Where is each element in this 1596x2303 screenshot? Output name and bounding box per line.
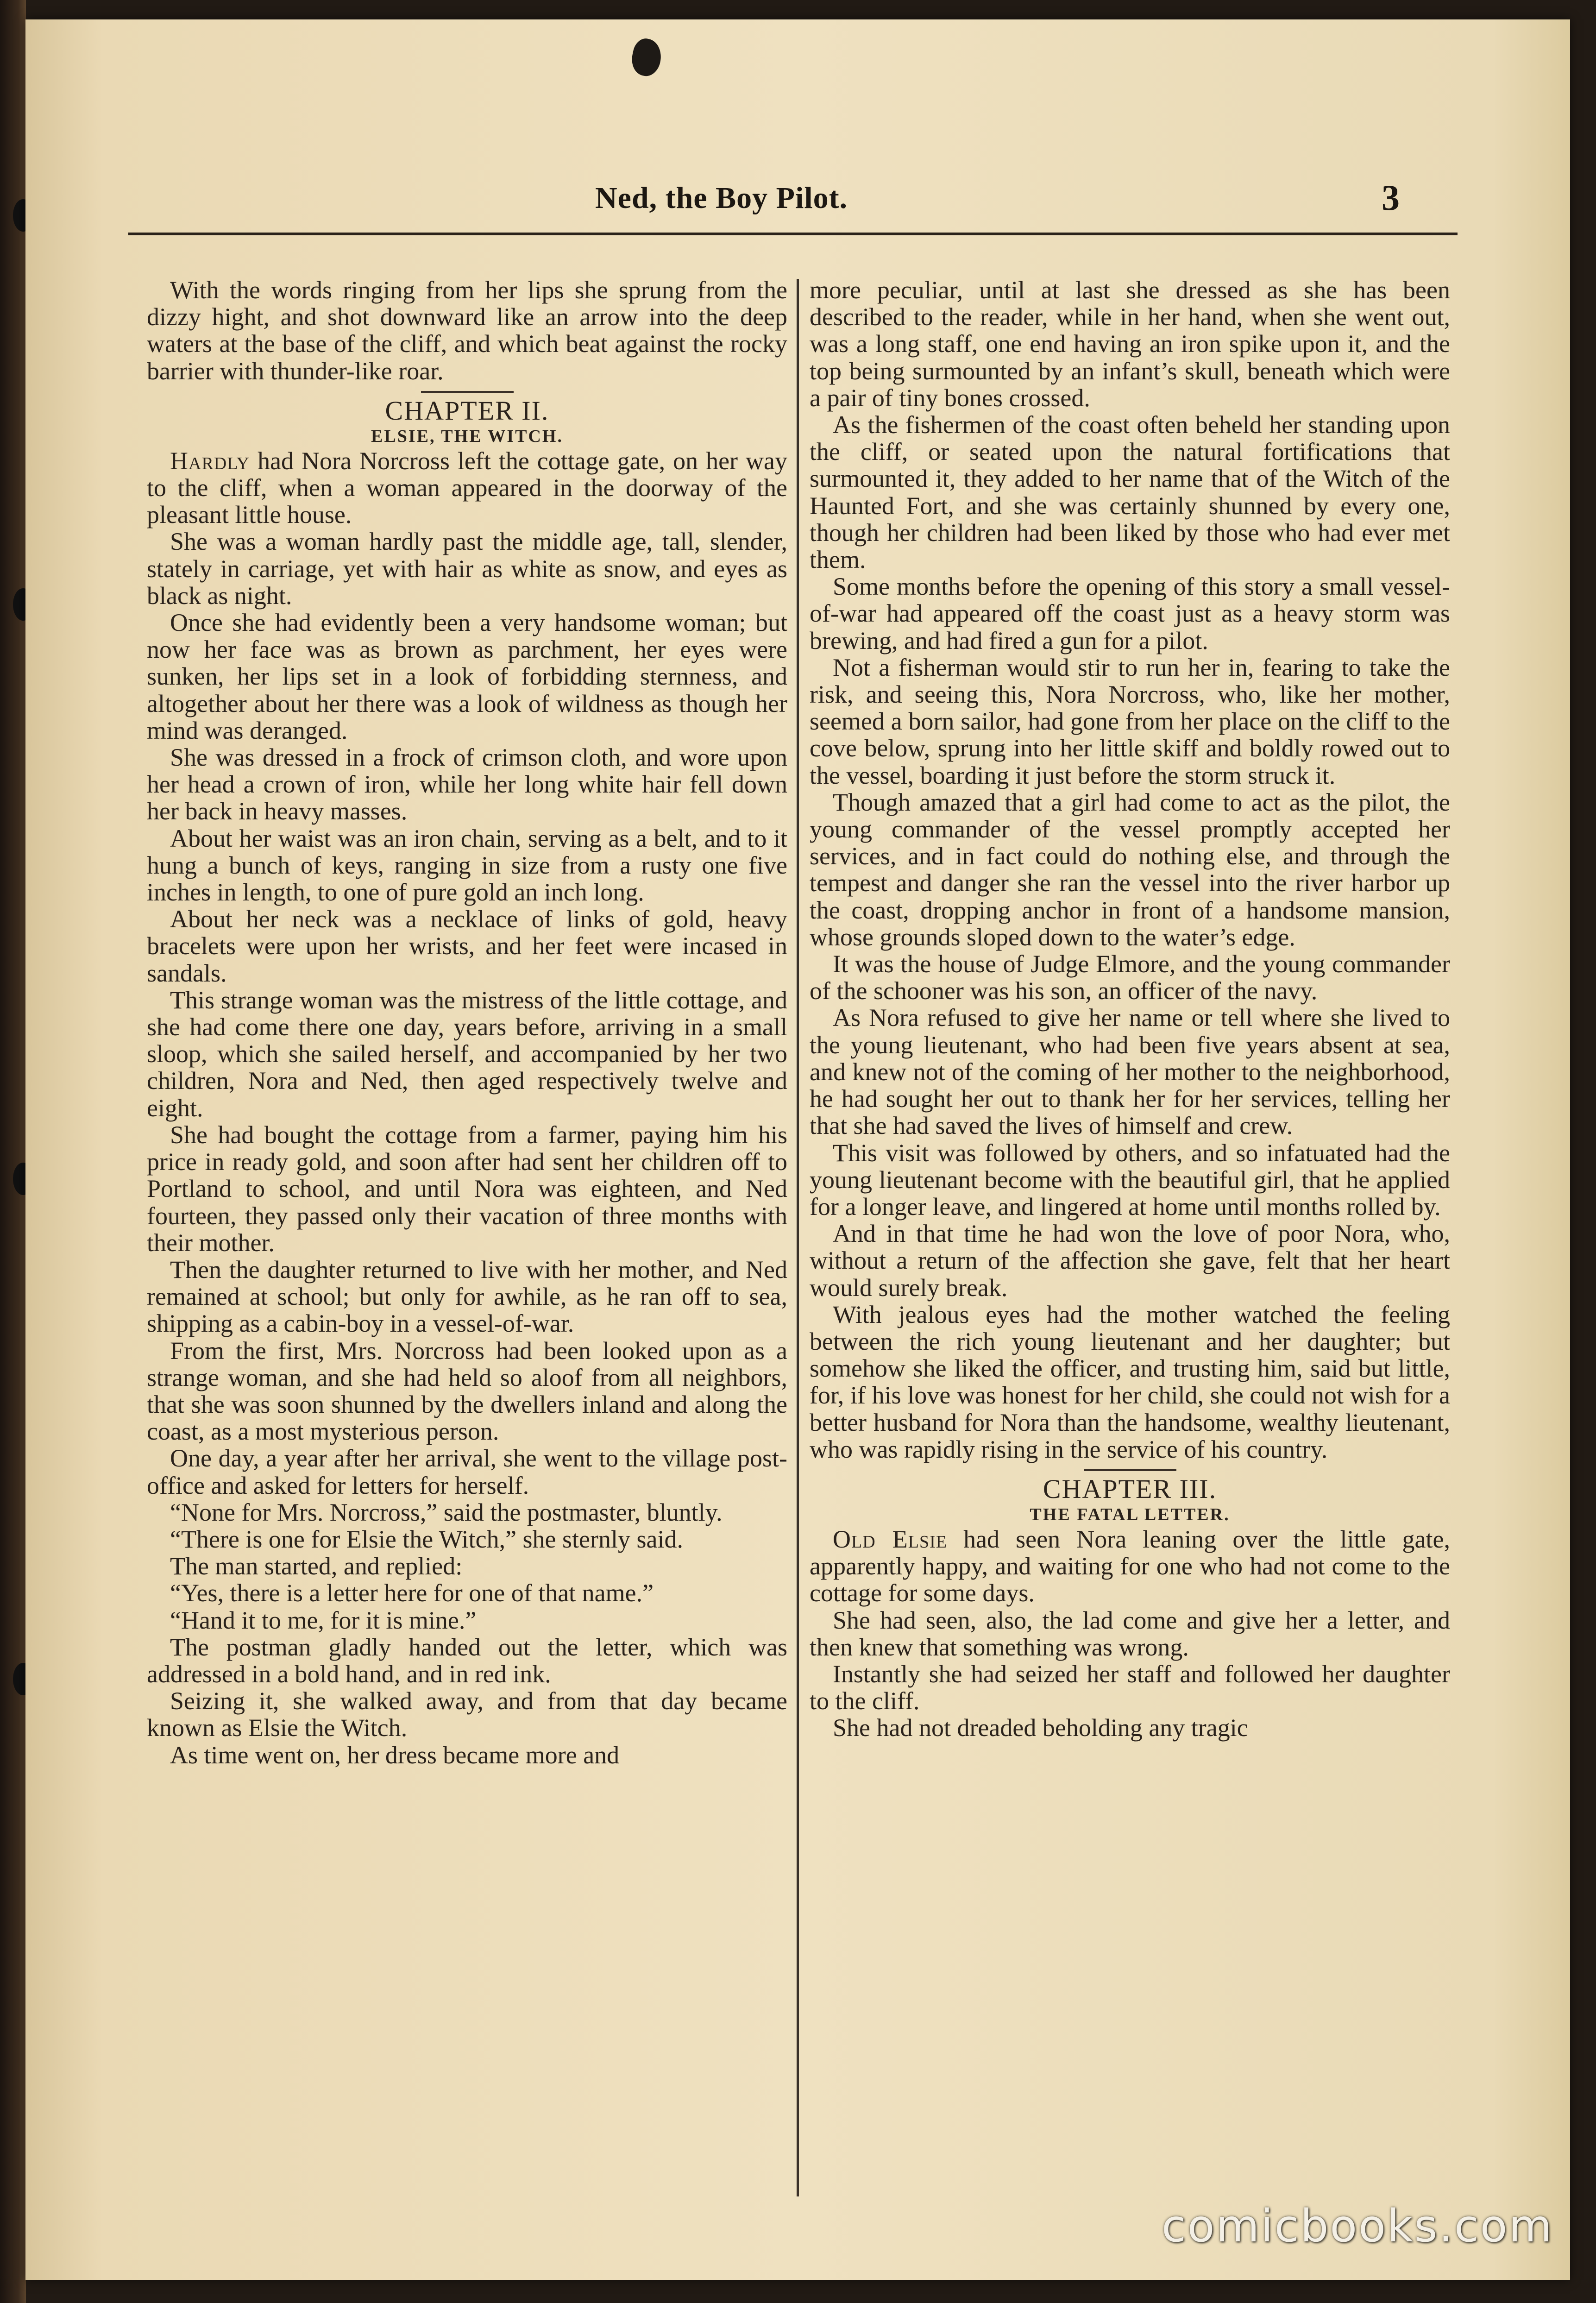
paragraph: She was dressed in a frock of crimson cloth, and wore upon her head a crown of iron, while her long white hair fell down her back in heavy masses. <box>147 743 787 825</box>
chapter-heading <box>810 1469 1450 1526</box>
running-header-title: Ned, the Boy Pilot. <box>595 181 848 215</box>
paragraph-text: had Nora Norcross left the cottage gate, on her way to the cliff, when a woman appeared in the doorway of the pleasant little house. <box>147 447 787 529</box>
paragraph: “There is one for Elsie the Witch,” she sternly said. <box>170 1525 683 1553</box>
paragraph: She had not dreaded beholding any tragic <box>833 1714 1248 1742</box>
paragraph: And in that time he had won the love of poor Nora, who, without a return of the affection she gave, felt that her heart would surely break. <box>810 1220 1450 1302</box>
chapter-title: CHAPTER III. <box>1043 1473 1217 1504</box>
paragraph: The man started, and replied: <box>170 1552 463 1580</box>
site-watermark: comicbooks.com <box>1162 2200 1554 2252</box>
paragraph: As Nora refused to give her name or tell where she lived to the young lieutenant, who had been five years absent at sea, and knew not of the coming of her mother to the neighborhood, he had sought her out to thank her for her services, telling her that she had saved the lives of himself and crew. <box>810 1004 1450 1140</box>
paragraph: One day, a year after her arrival, she went to the village post-office and asked for letters for herself. <box>147 1444 787 1499</box>
paragraph: She was a woman hardly past the middle age, tall, slender, stately in carriage, yet with hair as white as snow, and eyes as black as night. <box>147 528 787 610</box>
paragraph: About her neck was a necklace of links of gold, heavy bracelets were upon her wrists, and her feet were incased in sandals. <box>147 905 787 987</box>
paragraph: From the first, Mrs. Norcross had been looked upon as a strange woman, and she had held so aloof from all neighbors, that she was soon shunned by the dwellers inland and along the coast, as a most mysterious person. <box>147 1336 787 1446</box>
paragraph-text: had seen Nora leaning over the little gate, apparently happy, and waiting for one who had not come to the cottage for some days. <box>810 1525 1450 1607</box>
paragraph: As time went on, her dress became more and <box>170 1741 620 1769</box>
paragraph: This strange woman was the mistress of the little cottage, and she had come there one day, years before, arriving in a small sloop, which she sailed herself, and accompanied by her two children, Nora and Ned, then aged respectively twelve and eight. <box>147 986 787 1122</box>
lead-in: Hardly <box>170 447 250 475</box>
paragraph: She had seen, also, the lad come and give her a letter, and then knew that something was wrong. <box>810 1606 1450 1661</box>
paragraph: Seizing it, she walked away, and from that day became known as Elsie the Witch. <box>147 1687 787 1742</box>
paragraph <box>810 1526 1450 1607</box>
paragraph: Not a fisherman would stir to run her in, fearing to take the risk, and seeing this, Nora Norcross, who, like her mother, seemed a born sailor, had gone from her place on the cliff to the cove below, sprung into her little skiff and boldly rowed out to the vessel, boarding it just before the storm struck it. <box>810 653 1450 789</box>
paragraph <box>147 447 787 529</box>
paragraph: “Hand it to me, for it is mine.” <box>170 1606 477 1634</box>
header-rule <box>128 233 1458 235</box>
book-binding <box>0 0 26 2303</box>
paragraph: About her waist was an iron chain, serving as a belt, and to it hung a bunch of keys, ranging in size from a rusty one five inches in length, to one of pure gold an inch long. <box>147 824 787 906</box>
page-number: 3 <box>1382 177 1400 218</box>
left-column <box>147 277 787 1768</box>
paragraph: Then the daughter returned to live with her mother, and Ned remained at school; but only for awhile, as he ran off to sea, shipping as a cabin-boy in a vessel-of-war. <box>147 1255 787 1338</box>
paragraph: Though amazed that a girl had come to act as the pilot, the young commander of the vessel promptly accepted her services, and in fact could do nothing else, and through the tempest and danger she ran the vessel into the river harbor up the coast, dropping anchor in front of a handsome mansion, whose grounds sloped down to the water’s edge. <box>810 788 1450 951</box>
paragraph: Some months before the opening of this story a small vessel-of-war had appeared off the coast just as a heavy storm was brewing, and had fired a gun for a pilot. <box>810 573 1450 654</box>
lead-in: Old Elsie <box>833 1525 947 1553</box>
right-column <box>810 277 1450 1742</box>
paragraph: “Yes, there is a letter here for one of that name.” <box>170 1579 654 1607</box>
chapter-subtitle: THE FATAL LETTER. <box>1030 1504 1230 1524</box>
book-page <box>25 19 1570 2280</box>
chapter-heading <box>147 391 787 447</box>
paragraph: The postman gladly handed out the letter, which was addressed in a bold hand, and in red ink. <box>147 1633 787 1688</box>
chapter-rule <box>421 391 514 393</box>
paragraph: more peculiar, until at last she dressed as she has been described to the reader, while in her hand, when she went out, was a long staff, one end having an iron spike upon it, and the top being surmounted by an infant’s skull, beneath which were a pair of tiny bones crossed. <box>810 276 1450 412</box>
ink-blot <box>628 36 664 78</box>
column-divider <box>797 279 799 2196</box>
paragraph: Once she had evidently been a very handsome woman; but now her face was as brown as parchment, her eyes were sunken, her lips set in a look of forbidding sternness, and altogether about her there was a look of wildness as though her mind was deranged. <box>147 609 787 744</box>
paragraph: She had bought the cottage from a farmer, paying him his price in ready gold, and soon after had sent her children off to Portland to school, and until Nora was eighteen, and Ned fourteen, they passed only their vacation of three months with their mother. <box>147 1120 787 1257</box>
chapter-subtitle: ELSIE, THE WITCH. <box>371 426 563 446</box>
paragraph: As the fishermen of the coast often beheld her standing upon the cliff, or seated upon the natural fortifications that surmounted it, they added to her name that of the Witch of the Haunted Fort, and she was certainly shunned by every one, though her children had been liked by those who had ever met them. <box>810 411 1450 574</box>
chapter-title: CHAPTER II. <box>385 395 549 426</box>
paragraph: “None for Mrs. Norcross,” said the postmaster, bluntly. <box>170 1498 723 1526</box>
paragraph: It was the house of Judge Elmore, and the young commander of the schooner was his son, an officer of the navy. <box>810 950 1450 1005</box>
chapter-rule <box>1084 1469 1176 1471</box>
paragraph: With jealous eyes had the mother watched the feeling between the rich young lieutenant and her daughter; but somehow she liked the officer, and trusting him, said but little, for, if his love was honest for her child, she could not wish for a better husband for Nora than the handsome, wealthy lieutenant, who was rapidly rising in the service of his country. <box>810 1300 1450 1463</box>
paragraph: This visit was followed by others, and so infatuated had the young lieutenant become with the beautiful girl, that he applied for a longer leave, and lingered at home until months rolled by. <box>810 1139 1450 1221</box>
paragraph: With the words ringing from her lips she sprung from the dizzy hight, and shot downward like an arrow into the deep waters at the base of the cliff, and which beat against the rocky barrier with thunder-like roar. <box>147 276 787 385</box>
paragraph: Instantly she had seized her staff and followed her daughter to the cliff. <box>810 1660 1450 1715</box>
